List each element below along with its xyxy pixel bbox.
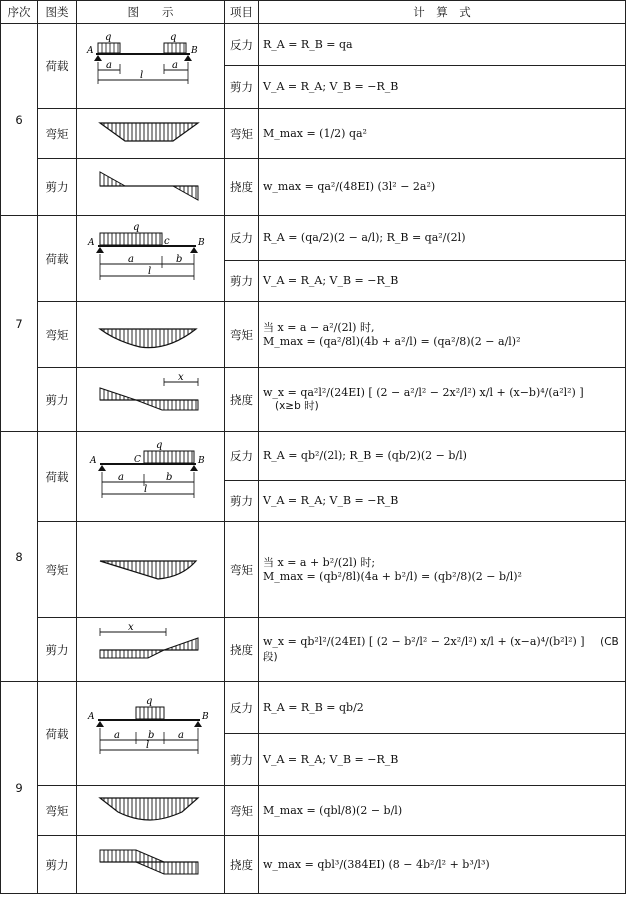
deflection-note: (x≥b 时) — [275, 400, 319, 413]
deflection-formula: w_x = qa²l²/(24EI) [ (2 − a²/l² − 2x²/l²) x/l + (x−b)⁴/(a²l²) ] — [263, 385, 584, 399]
moment-diagram — [77, 786, 225, 836]
type-label: 剪力 — [38, 159, 77, 216]
svg-text:a: a — [113, 730, 120, 741]
formula-cell — [259, 368, 626, 432]
formula-cell — [259, 618, 626, 682]
item-label: 反力 — [225, 682, 259, 734]
load-diagram — [77, 682, 225, 786]
svg-text:B: B — [197, 238, 205, 248]
load-diagram — [77, 216, 225, 302]
load-diagram — [77, 432, 225, 522]
type-label: 剪力 — [38, 368, 77, 432]
table-row — [1, 159, 626, 216]
formula-cell: M_max = (qbl/8)(2 − b/l) — [259, 786, 626, 836]
formula-cell: V_A = R_A; V_B = −R_B — [259, 66, 626, 109]
svg-text:l: l — [139, 69, 143, 81]
item-label: 弯矩 — [225, 109, 259, 159]
svg-text:b: b — [147, 730, 154, 741]
seq-cell: 8 — [1, 432, 38, 682]
item-label: 剪力 — [225, 480, 259, 521]
table-row — [1, 368, 626, 432]
table-row — [1, 216, 626, 261]
svg-text:A: A — [87, 238, 94, 248]
deflection-note: (CB 段) — [263, 636, 619, 663]
item-label: 挠度 — [225, 159, 259, 216]
seq-cell: 9 — [1, 682, 38, 894]
svg-text:q: q — [145, 696, 152, 707]
formula-cell: V_A = R_A; V_B = −R_B — [259, 260, 626, 301]
formula-cell — [259, 522, 626, 618]
item-label: 弯矩 — [225, 302, 259, 368]
item-label: 反力 — [225, 432, 259, 481]
table-row — [1, 522, 626, 618]
formula-cell: R_A = R_B = qb/2 — [259, 682, 626, 734]
item-label: 弯矩 — [225, 522, 259, 618]
item-label: 反力 — [225, 216, 259, 261]
type-label: 剪力 — [38, 618, 77, 682]
header-item: 项目 — [225, 1, 259, 24]
moment-condition: 当 x = a − a²/(2l) 时, — [263, 320, 375, 334]
seq-cell: 6 — [1, 24, 38, 216]
svg-text:a: a — [127, 254, 134, 265]
svg-text:a: a — [117, 472, 124, 483]
item-label: 剪力 — [225, 260, 259, 301]
type-label: 弯矩 — [38, 786, 77, 836]
svg-text:q: q — [155, 440, 162, 451]
item-label: 挠度 — [225, 618, 259, 682]
svg-text:b: b — [165, 472, 172, 483]
table-row — [1, 109, 626, 159]
item-label: 挠度 — [225, 368, 259, 432]
moment-formula: M_max = (qb²/8l)(4a + b²/l) = (qb²/8)(2 − b/l)² — [263, 569, 522, 583]
type-label: 弯矩 — [38, 522, 77, 618]
moment-diagram — [77, 522, 225, 618]
shear-diagram — [77, 618, 225, 682]
svg-text:a: a — [105, 59, 112, 71]
shear-diagram — [77, 159, 225, 216]
table-row — [1, 24, 626, 66]
svg-text:x: x — [127, 622, 134, 633]
type-label: 荷载 — [38, 432, 77, 522]
svg-text:B: B — [190, 45, 198, 56]
svg-text:a: a — [171, 59, 178, 71]
svg-text:A: A — [86, 45, 93, 56]
formula-cell: w_max = qbl³/(384EI) (8 − 4b²/l² + b³/l³) — [259, 836, 626, 894]
header-type: 图类 — [38, 1, 77, 24]
deflection-formula: w_x = qb²l²/(24EI) [ (2 − b²/l² − 2x²/l²) x/l + (x−a)⁴/(b²l²) ] — [263, 635, 585, 649]
formula-cell: w_max = qa²/(48EI) (3l² − 2a²) — [259, 159, 626, 216]
svg-text:c: c — [163, 236, 170, 247]
formula-cell: V_A = R_A; V_B = −R_B — [259, 480, 626, 521]
svg-text:x: x — [177, 372, 184, 383]
type-label: 荷载 — [38, 216, 77, 302]
svg-text:q: q — [132, 222, 139, 233]
svg-text:l: l — [145, 740, 149, 751]
table-row — [1, 836, 626, 894]
svg-text:q: q — [104, 31, 111, 43]
header-formula: 计 算 式 — [259, 1, 626, 24]
formula-cell: R_A = qb²/(2l); R_B = (qb/2)(2 − b/l) — [259, 432, 626, 481]
table-row — [1, 302, 626, 368]
svg-text:B: B — [201, 712, 209, 722]
svg-text:l: l — [143, 484, 147, 495]
svg-text:a: a — [177, 730, 184, 741]
svg-text:A: A — [87, 712, 94, 722]
type-label: 剪力 — [38, 836, 77, 894]
table-row — [1, 432, 626, 481]
svg-text:l: l — [147, 266, 151, 277]
svg-text:C: C — [133, 455, 141, 465]
table-row — [1, 618, 626, 682]
header-figure: 图 示 — [77, 1, 225, 24]
item-label: 挠度 — [225, 836, 259, 894]
item-label: 剪力 — [225, 734, 259, 786]
formula-cell: M_max = (1/2) qa² — [259, 109, 626, 159]
seq-cell: 7 — [1, 216, 38, 432]
item-label: 剪力 — [225, 66, 259, 109]
type-label: 弯矩 — [38, 109, 77, 159]
svg-text:A: A — [89, 456, 96, 466]
moment-condition: 当 x = a + b²/(2l) 时; — [263, 555, 376, 569]
shear-diagram — [77, 368, 225, 432]
svg-text:q: q — [169, 31, 176, 43]
table-row — [1, 786, 626, 836]
moment-diagram — [77, 302, 225, 368]
shear-diagram — [77, 836, 225, 894]
header-seq: 序次 — [1, 1, 38, 24]
formula-cell — [259, 302, 626, 368]
svg-text:B: B — [197, 456, 205, 466]
item-label: 弯矩 — [225, 786, 259, 836]
table-row — [1, 682, 626, 734]
formula-cell: R_A = (qa/2)(2 − a/l); R_B = qa²/(2l) — [259, 216, 626, 261]
header-row — [1, 1, 626, 24]
type-label: 荷载 — [38, 24, 77, 109]
moment-formula: M_max = (qa²/8l)(4b + a²/l) = (qa²/8)(2 − a/l)² — [263, 334, 521, 348]
type-label: 荷载 — [38, 682, 77, 786]
load-diagram — [77, 24, 225, 109]
item-label: 反力 — [225, 24, 259, 66]
moment-diagram — [77, 109, 225, 159]
formula-cell: R_A = R_B = qa — [259, 24, 626, 66]
svg-text:b: b — [175, 254, 182, 265]
type-label: 弯矩 — [38, 302, 77, 368]
formula-cell: V_A = R_A; V_B = −R_B — [259, 734, 626, 786]
